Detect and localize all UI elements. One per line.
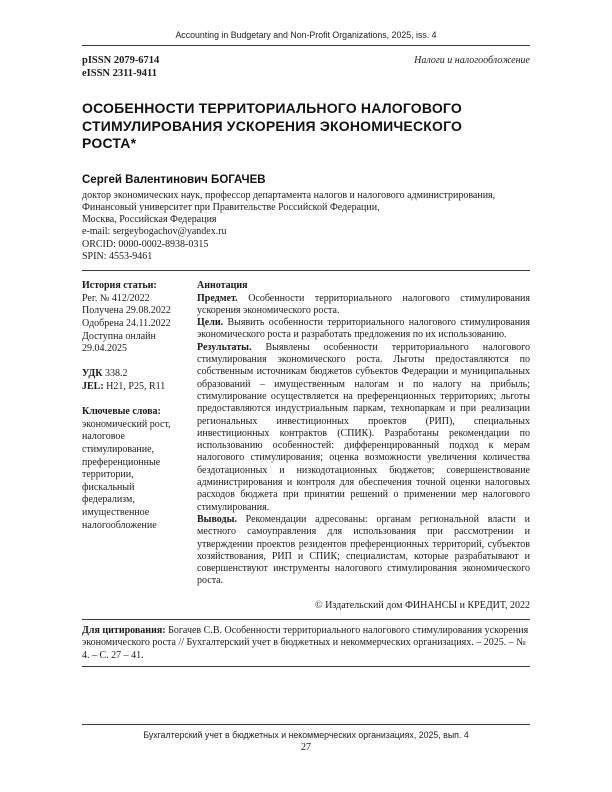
abstract-subject-label: Предмет. xyxy=(197,292,238,304)
udc-label: УДК xyxy=(82,368,103,380)
affiliation-line: Финансовый университет при Правительстве Российской Федерации, xyxy=(82,201,380,213)
abstract-goals xyxy=(197,317,530,342)
udc-line xyxy=(82,368,186,381)
running-head: Accounting in Budgetary and Non-Profit Organizations, 2025, iss. 4 xyxy=(175,30,437,40)
abstract-results xyxy=(197,342,530,514)
author-spin: SPIN: 4553-9461 xyxy=(82,250,153,262)
abstract-subject xyxy=(197,293,530,318)
jel-line xyxy=(82,381,186,394)
page-footer xyxy=(82,724,530,753)
header-divider xyxy=(82,45,530,46)
citation-text: Богачев С.В. Особенности территориального налогового стимулирования ускорения экономического роста // Бухгалтерский учет в бюджетных и некоммерческих организациях. – 2025. – № 4. – С. 27 – 41. xyxy=(82,624,529,661)
abstract-results-label: Результаты. xyxy=(197,341,252,353)
keywords-block xyxy=(82,406,186,532)
author-name: Сергей Валентинович БОГАЧЕВ xyxy=(82,173,266,186)
jel-label: JEL: xyxy=(82,381,104,393)
citation-block xyxy=(82,625,530,663)
abstract-conclusions xyxy=(197,514,530,588)
classification-codes xyxy=(82,368,186,393)
keywords-heading: Ключевые слова: xyxy=(82,406,161,418)
footer-divider xyxy=(82,724,530,725)
history-item: Одобрена 24.11.2022 xyxy=(82,318,171,330)
author-orcid: ORCID: 0000-0002-8938-0315 xyxy=(82,238,209,250)
issn-row xyxy=(82,54,530,80)
abstract-results-text: Выявлены особенности территориального налогового стимулирования экономического роста. Льготы предоставляются по собственным источникам бюджетов субъектов Федерации и муниципальных образований – имущественным налогам и по налогу на прибыль; стимулирование осуществляется на преференционных территориях; льготы предоставляются индустриальным паркам, технопаркам и при реализации региональных инвестиционных проектов (РИП), специальных инвестиционных контрактов (СПИК). Разработаны рекомендации по использованию особенностей: дифференцированный подход к мерам налогового стимулирования; оценка возможности увеличения количества бездотационных и низкодотационных бюджетов; совершенствование администрирования и контроля для обеспечения точной оценки налоговых расходов бюджета при принятии решений о применении мер налогового стимулирования. xyxy=(197,341,531,513)
udc-value: 338.2 xyxy=(104,368,128,380)
affiliation-line: Москва, Российская Федерация xyxy=(82,214,217,226)
abstract-heading: Аннотация xyxy=(197,280,248,292)
pissn: pISSN 2079-6714 xyxy=(82,55,160,66)
citation-top-divider xyxy=(82,619,530,620)
meta-and-abstract xyxy=(82,280,530,587)
title-footnote-mark: * xyxy=(130,135,137,151)
affiliation-line: доктор экономических наук, профессор департамента налогов и налогового администрирования, xyxy=(82,189,496,201)
abstract-goals-text: Выявить особенности территориального налогового стимулирования экономического роста и разработать предложения по их использованию. xyxy=(197,317,531,341)
keywords-text: экономический рост, налоговое стимулирование, преференционные территории, фискальный федерализм, имущественное налогообложение xyxy=(82,418,171,531)
history-item: Доступна онлайн 29.04.2025 xyxy=(82,330,156,355)
history-item: Рег. № 412/2022 xyxy=(82,292,150,304)
abstract-column xyxy=(197,280,530,587)
article-title xyxy=(82,100,512,153)
eissn: eISSN 2311-9411 xyxy=(82,68,157,79)
article-history xyxy=(82,280,186,356)
author-divider xyxy=(82,270,530,271)
abstract-conclusions-label: Выводы. xyxy=(197,513,237,525)
citation-label: Для цитирования: xyxy=(82,624,166,636)
article-meta-column xyxy=(82,280,186,587)
issn-block xyxy=(82,54,159,80)
footer-journal-line: Бухгалтерский учет в бюджетных и некоммерческих организациях, 2025, вып. 4 xyxy=(143,730,469,740)
page-number: 27 xyxy=(301,742,311,753)
history-item: Получена 29.08.2022 xyxy=(82,305,171,317)
article-title-text: ОСОБЕННОСТИ ТЕРРИТОРИАЛЬНОГО НАЛОГОВОГО СТИМУЛИРОВАНИЯ УСКОРЕНИЯ ЭКОНОМИЧЕСКОГО РОСТА xyxy=(82,100,463,151)
author-email: e-mail: sergeybogachov@yandex.ru xyxy=(82,226,227,238)
author-affiliation xyxy=(82,190,530,264)
citation-bottom-divider xyxy=(82,666,530,667)
jel-value: H21, P25, R11 xyxy=(106,381,166,393)
abstract-subject-text: Особенности территориального налогового стимулирования ускорения экономического роста. xyxy=(197,292,530,316)
copyright-line: © Издательский дом ФИНАНСЫ и КРЕДИТ, 2022 xyxy=(315,599,530,611)
rubric-label: Налоги и налогообложение xyxy=(414,55,530,66)
history-heading: История статьи: xyxy=(82,280,157,292)
abstract-conclusions-text: Рекомендации адресованы: органам региональной власти и местного самоуправления для использования при рассмотрении и утверждении проектов резидентов преференционных территорий, субъектов хозяйствования, РИП и СПИК; специалистам, которые разрабатывают и совершенствуют инструменты налогового стимулирования экономического роста. xyxy=(197,513,531,587)
abstract-goals-label: Цели. xyxy=(197,317,224,329)
